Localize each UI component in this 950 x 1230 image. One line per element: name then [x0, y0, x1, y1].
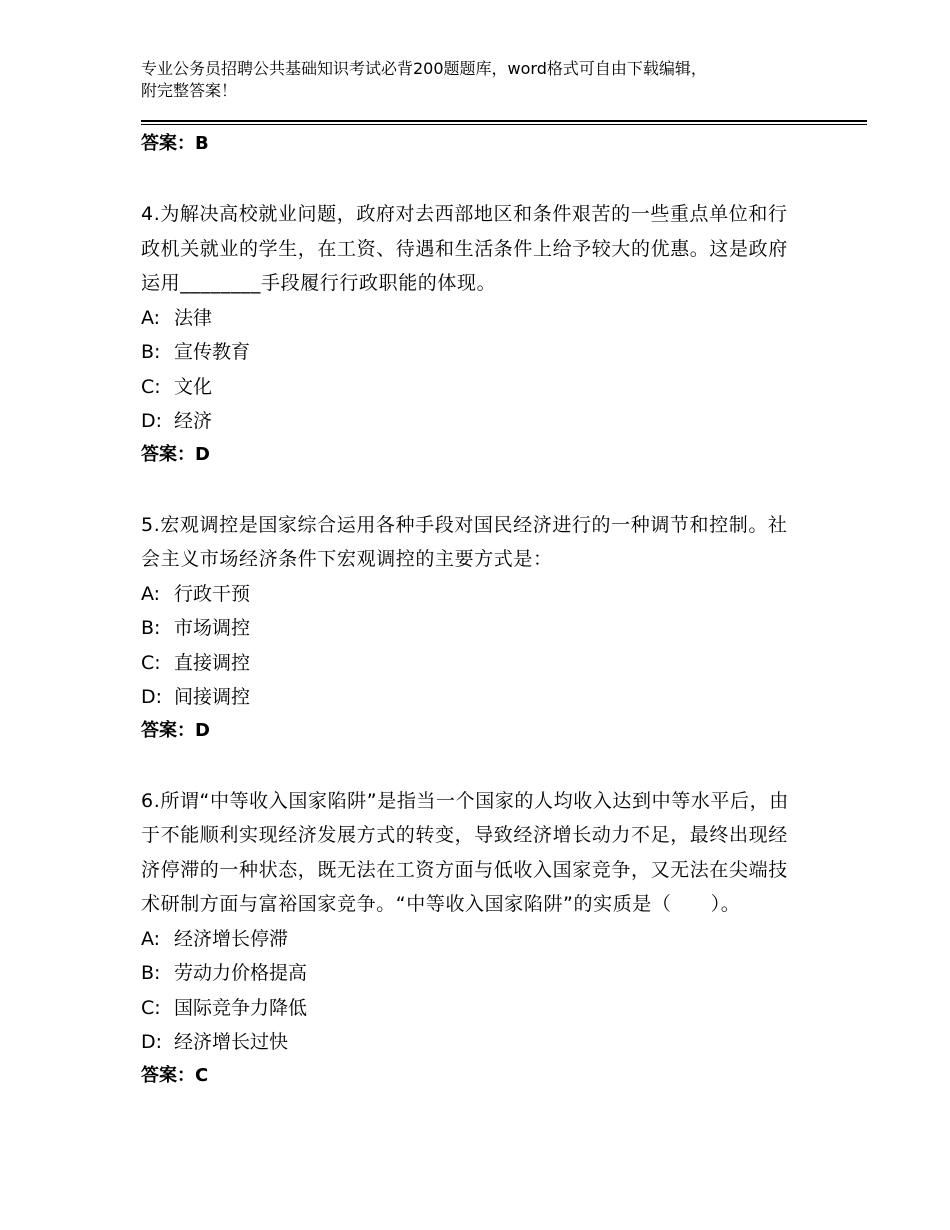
option-text: 法律 — [174, 306, 213, 329]
option-b — [141, 611, 801, 646]
page-header — [141, 58, 821, 102]
question-text: 6.所谓“中等收入国家陷阱”是指当一个国家的人均收入达到中等水平后，由于不能顺利实现经济发展方式的转变，导致经济增长动力不足，最终出现经济停滞的一种状态，既无法在工资方面与低收入国家竞争，又无法在尖端技术研制方面与富裕国家竞争。“中等收入国家陷阱”的实质是（ ）。 — [141, 789, 789, 915]
option-letter: C: — [141, 375, 161, 398]
answer-label: 答案：C — [141, 1064, 209, 1086]
option-text: 行政干预 — [174, 582, 251, 605]
option-d — [141, 404, 801, 439]
option-letter: C: — [141, 996, 161, 1019]
option-d — [141, 680, 801, 715]
option-c — [141, 646, 801, 681]
option-letter: B: — [141, 341, 161, 363]
option-c — [141, 991, 801, 1026]
option-letter: C: — [141, 651, 161, 674]
question-5 — [141, 508, 801, 747]
option-text: 国际竞争力降低 — [174, 996, 308, 1019]
option-text: 经济 — [174, 410, 213, 432]
document-body — [141, 128, 801, 1092]
option-b — [141, 956, 801, 991]
header-rule-thin — [141, 124, 867, 125]
option-letter: B: — [141, 617, 161, 639]
option-text: 直接调控 — [174, 651, 251, 674]
header-line-1: 专业公务员招聘公共基础知识考试必背200题题库，word格式可自由下载编辑， — [141, 59, 707, 78]
option-a — [141, 577, 801, 612]
option-text: 文化 — [174, 375, 213, 398]
option-text: 市场调控 — [174, 617, 251, 639]
option-b — [141, 335, 801, 370]
question-6 — [141, 784, 801, 1092]
option-a — [141, 301, 801, 336]
header-line-2: 附完整答案！ — [141, 81, 238, 100]
option-letter: D: — [141, 686, 163, 708]
option-letter: B: — [141, 962, 161, 984]
answer-label: 答案：D — [141, 719, 210, 741]
option-d — [141, 1025, 801, 1060]
option-letter: A: — [141, 927, 161, 950]
option-text: 经济增长过快 — [174, 1031, 289, 1053]
question-text: 5.宏观调控是国家综合运用各种手段对国民经济进行的一种调节和控制。社会主义市场经济条件下宏观调控的主要方式是： — [141, 513, 788, 570]
option-text: 宣传教育 — [174, 341, 251, 363]
option-text: 经济增长停滞 — [174, 927, 289, 950]
option-letter: A: — [141, 306, 161, 329]
option-letter: D: — [141, 410, 163, 432]
question-text: 4.为解决高校就业问题，政府对去西部地区和条件艰苦的一些重点单位和行政机关就业的学生，在工资、待遇和生活条件上给予较大的优惠。这是政府运用________手段履行行政职能的体现。 — [141, 203, 788, 294]
header-rule-thick — [141, 120, 867, 122]
previous-answer: 答案：B — [141, 133, 209, 154]
option-text: 劳动力价格提高 — [174, 962, 308, 984]
question-4 — [141, 197, 801, 471]
option-letter: A: — [141, 582, 161, 605]
answer-label: 答案：D — [141, 443, 210, 465]
option-text: 间接调控 — [174, 686, 251, 708]
option-letter: D: — [141, 1031, 163, 1053]
option-c — [141, 370, 801, 405]
option-a — [141, 922, 801, 957]
